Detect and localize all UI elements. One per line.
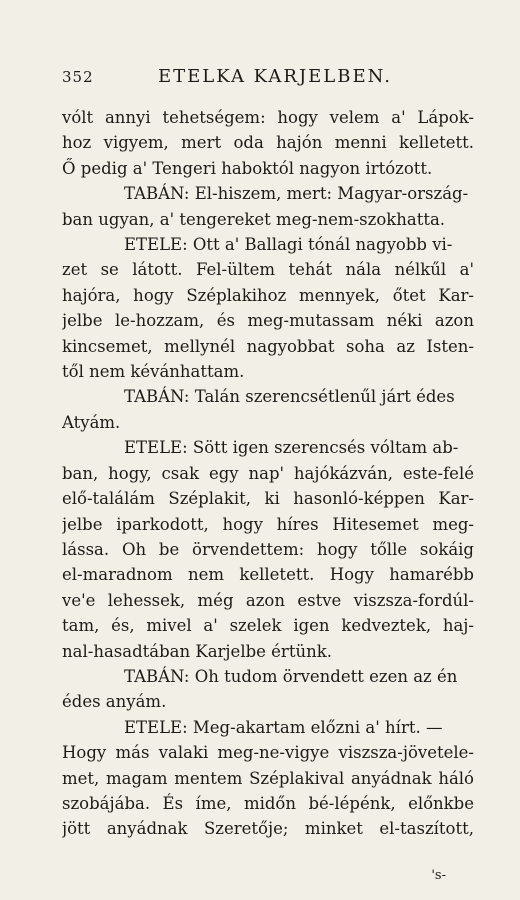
text-line: ETELE: Sött igen szerencsés vóltam ab- — [124, 438, 459, 458]
text-line: TABÁN: El-hiszem, mert: Magyar-ország- — [124, 184, 469, 204]
text-line: ve'e lehessek, még azon estve viszsza-fordúl- — [62, 590, 474, 610]
text-line: nal-hasadtában Karjelbe értünk. — [62, 641, 332, 661]
text-line: met, magam mentem Széplakival anyádnak háló — [62, 768, 474, 788]
page-header — [62, 66, 474, 87]
text-line: zet se látott. Fel-ültem tehát nála nélkűl a' — [62, 260, 474, 280]
text-line: tam, és, mivel a' szelek igen kedveztek, haj- — [62, 616, 474, 636]
text-line: TABÁN: Oh tudom örvendett ezen az én — [124, 666, 458, 686]
page-number: 352 — [62, 68, 94, 86]
text-line: Atyám. — [62, 412, 121, 432]
text-line: ETELE: Ott a' Ballagi tónál nagyobb vi- — [124, 235, 453, 255]
text-line: ban ugyan, a' tengereket meg-nem-szokhatta. — [62, 209, 446, 229]
text-line: jelbe iparkodott, hogy híres Hitesemet meg- — [62, 514, 474, 534]
text-line: szobájába. És íme, midőn bé-lépénk, előnkbe — [62, 793, 474, 813]
text-line: kincsemet, mellynél nagyobbat soha az Isten- — [62, 336, 474, 356]
text-line: hoz vigyem, mert oda hajón menni kelletett. — [62, 133, 474, 153]
text-line: től nem kévánhattam. — [62, 362, 245, 382]
body-text — [62, 105, 474, 842]
text-line: hajóra, hogy Széplakihoz mennyek, őtet Kar- — [62, 285, 474, 305]
text-line: Hogy más valaki meg-ne-vigye viszsza-jövetele- — [62, 743, 474, 763]
text-line: jött anyádnak Szeretője; minket el-taszított, — [62, 819, 474, 839]
text-line: ETELE: Meg-akartam előzni a' hírt. — — [124, 717, 443, 737]
running-head: ETELKA KARJELBEN. — [158, 66, 392, 87]
text-line: jelbe le-hozzam, és meg-mutassam néki azon — [62, 311, 474, 331]
text-line: ban, hogy, csak egy nap' hajókázván, este-felé — [62, 463, 474, 483]
text-line: édes anyám. — [62, 692, 167, 712]
text-line: elő-találám Széplakit, ki hasonló-képpen Kar- — [62, 489, 474, 509]
catchword: 's- — [431, 868, 446, 883]
text-line: vólt annyi tehetségem: hogy velem a' Lápok- — [62, 108, 474, 127]
text-line: TABÁN: Talán szerencsétlenűl járt édes — [124, 387, 455, 407]
text-line: lássa. Oh be örvendettem: hogy tőlle sokáig — [62, 539, 474, 559]
text-line: el-maradnom nem kelletett. Hogy hamarébb — [62, 565, 474, 585]
text-line: Ő pedig a' Tengeri haboktól nagyon irtózott. — [62, 158, 433, 178]
